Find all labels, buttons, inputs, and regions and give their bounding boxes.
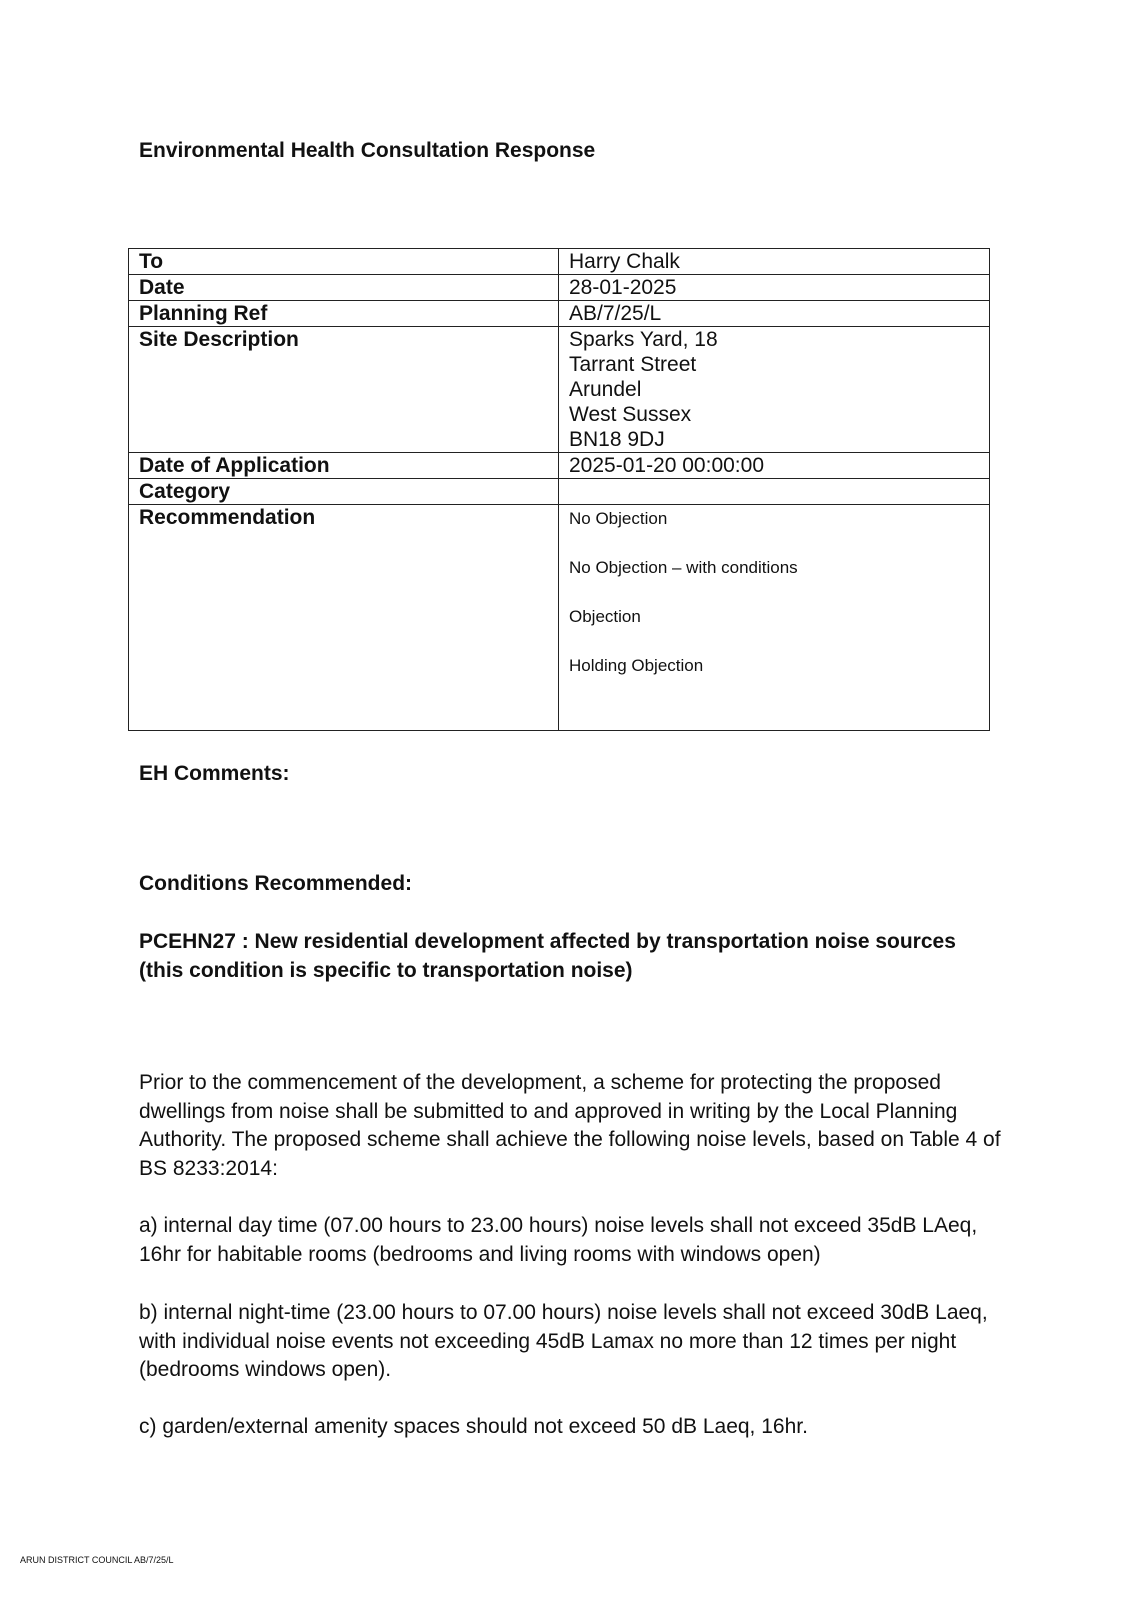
table-row <box>129 453 990 479</box>
to-value: Harry Chalk <box>559 249 990 275</box>
condition-item-b: b) internal night-time (23.00 hours to 07.00 hours) noise levels shall not exceed 30dB Laeq, with individual noise events not exceeding 45dB Lamax no more than 12 times per night (bedrooms windows open). <box>139 1301 988 1382</box>
site-line: BN18 9DJ <box>569 428 665 451</box>
site-line: Sparks Yard, 18 <box>569 328 718 351</box>
table-row <box>129 249 990 275</box>
ref-label: Planning Ref <box>129 301 559 327</box>
app-date-value: 2025-01-20 00:00:00 <box>559 453 990 479</box>
table-row <box>129 479 990 505</box>
page-footer: ARUN DISTRICT COUNCIL AB/7/25/L <box>20 1555 174 1565</box>
eh-comments-heading: EH Comments: <box>139 762 290 785</box>
site-line: West Sussex <box>569 403 692 426</box>
document-title: Environmental Health Consultation Response <box>139 139 596 162</box>
conditions-heading: Conditions Recommended: <box>139 872 413 895</box>
site-value <box>559 327 990 453</box>
recommendation-option: No Objection <box>569 509 668 528</box>
condition-paragraph: Prior to the commencement of the development, a scheme for protecting the proposed dwellings from noise shall be submitted to and approved in writing by the Local Planning Authority. The proposed scheme shall achieve the following noise levels, based on Table 4 of BS 8233:2014: <box>139 1071 1001 1180</box>
table-row <box>129 275 990 301</box>
app-date-label: Date of Application <box>129 453 559 479</box>
condition-item-a: a) internal day time (07.00 hours to 23.00 hours) noise levels shall not exceed 35dB LAeq, 16hr for habitable rooms (bedrooms and living rooms with windows open) <box>139 1214 978 1266</box>
table-row <box>129 327 990 453</box>
to-label: To <box>129 249 559 275</box>
recommendation-option: No Objection – with conditions <box>569 558 798 577</box>
condition-title: PCEHN27 : New residential development affected by transportation noise sources (this condition is specific to transportation noise) <box>139 930 956 982</box>
recommendation-options <box>559 505 990 731</box>
date-value: 28-01-2025 <box>559 275 990 301</box>
recommendation-option: Holding Objection <box>569 656 704 675</box>
ref-value: AB/7/25/L <box>559 301 990 327</box>
table-row <box>129 301 990 327</box>
site-line: Arundel <box>569 378 642 401</box>
table-row <box>129 505 990 731</box>
recommendation-label: Recommendation <box>129 505 559 731</box>
condition-item-c: c) garden/external amenity spaces should not exceed 50 dB Laeq, 16hr. <box>139 1415 808 1438</box>
site-label: Site Description <box>129 327 559 453</box>
category-label: Category <box>129 479 559 505</box>
category-value <box>559 479 990 505</box>
site-line: Tarrant Street <box>569 353 697 376</box>
date-label: Date <box>129 275 559 301</box>
recommendation-option: Objection <box>569 607 641 626</box>
consultation-details-table <box>128 248 990 731</box>
